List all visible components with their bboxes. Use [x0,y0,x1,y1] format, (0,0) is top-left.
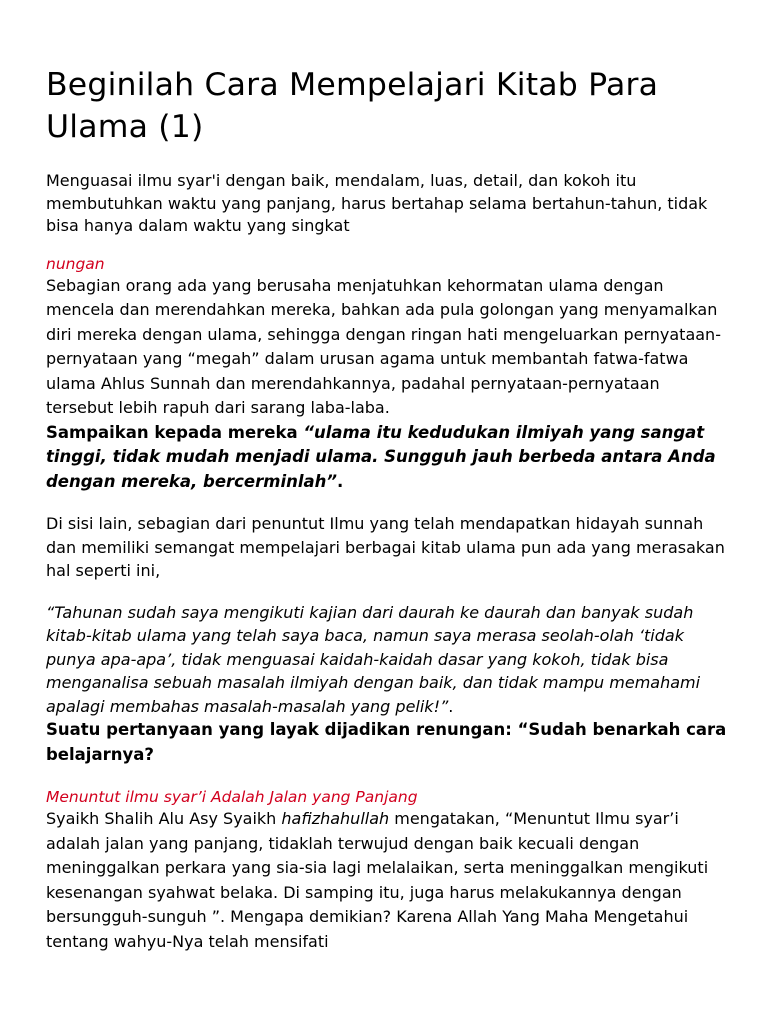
article-title: Beginilah Cara Mempelajari Kitab Para Ulama (1) [46,67,659,145]
emphasis-quote: “ulama itu kedudukan ilmiyah yang sangat tinggi, tidak mudah menjadi ulama. Sungguh jauh berbeda antara Anda dengan mereka, bercerminlah” [46,422,716,491]
emphasis-lead: Sampaikan kepada mereka [46,422,304,442]
emphasis-end: . [337,471,344,491]
section2-body-start: Syaikh Shalih Alu Asy Syaikh [46,809,282,828]
quote-text: “Tahunan sudah saya mengikuti kajian dari daurah ke daurah dan banyak sudah kitab-kitab ulama yang telah saya baca, namun saya merasa seolah-olah ‘tidak punya apa-apa’, tidak menguasai kaidah-kaidah dasar yang kokoh, tidak bisa menganalisa sebuah masalah ilmiyah dengan baik, dan tidak mampu memahami apalagi membahas masalah-masalah yang pelik!” [46,602,701,716]
section1-body: Sebagian orang ada yang berusaha menjatuhkan kehormatan ulama dengan mencela dan merendahkan mereka, bahkan ada pula golongan yang menyamalkan diri mereka dengan ulama, sehingga dengan ringan hati mengeluarkan pernyataan-pernyataan yang “megah” dalam urusan agama untuk membantah fatwa-fatwa ulama Ahlus Sunnah dan merendahkannya, padahal pernyataan-pernyataan tersebut lebih rapuh dari sarang laba-laba. [46,275,721,417]
paragraph-2: Di sisi lain, sebagian dari penuntut Ilmu yang telah mendapatkan hidayah sunnah dan memiliki semangat mempelajari berbagai kitab ulama pun ada yang merasakan hal seperti ini, [46,514,725,580]
quote-end: . [448,696,454,716]
student-quote [46,601,730,719]
section-heading-renungan: nungan [46,254,105,273]
intro-paragraph: Menguasai ilmu syar'i dengan baik, mendalam, luas, detail, dan kokoh itu membutuhkan waktu yang panjang, harus bertahap selama bertahun-tahun, tidak bisa hanya dalam waktu yang singkat [46,171,708,235]
section2-body-rest: mengatakan, “Menuntut Ilmu syar’i adalah jalan yang panjang, tidaklah terwujud dengan baik kecuali dengan meninggalkan perkara yang sia-sia lagi melalaikan, serta meninggalkan mengikuti kesenangan syahwat belaka. Di samping itu, juga harus melakukannya dengan bersungguh-sunguh ”. Mengapa demikian? Karena Allah Yang Maha Mengetahui tentang wahyu-Nya telah mensifati [46,809,709,951]
section2-body [46,807,730,954]
reflection-question: Suatu pertanyaan yang layak dijadikan renungan: “Sudah benarkah cara belajarnya? [46,720,727,764]
emphasis-statement [46,421,730,495]
article [46,64,730,954]
section2-body-italic: hafizhahullah [281,809,390,828]
section-heading-menuntut-ilmu: Menuntut ilmu syar’i Adalah Jalan yang Panjang [46,788,418,806]
